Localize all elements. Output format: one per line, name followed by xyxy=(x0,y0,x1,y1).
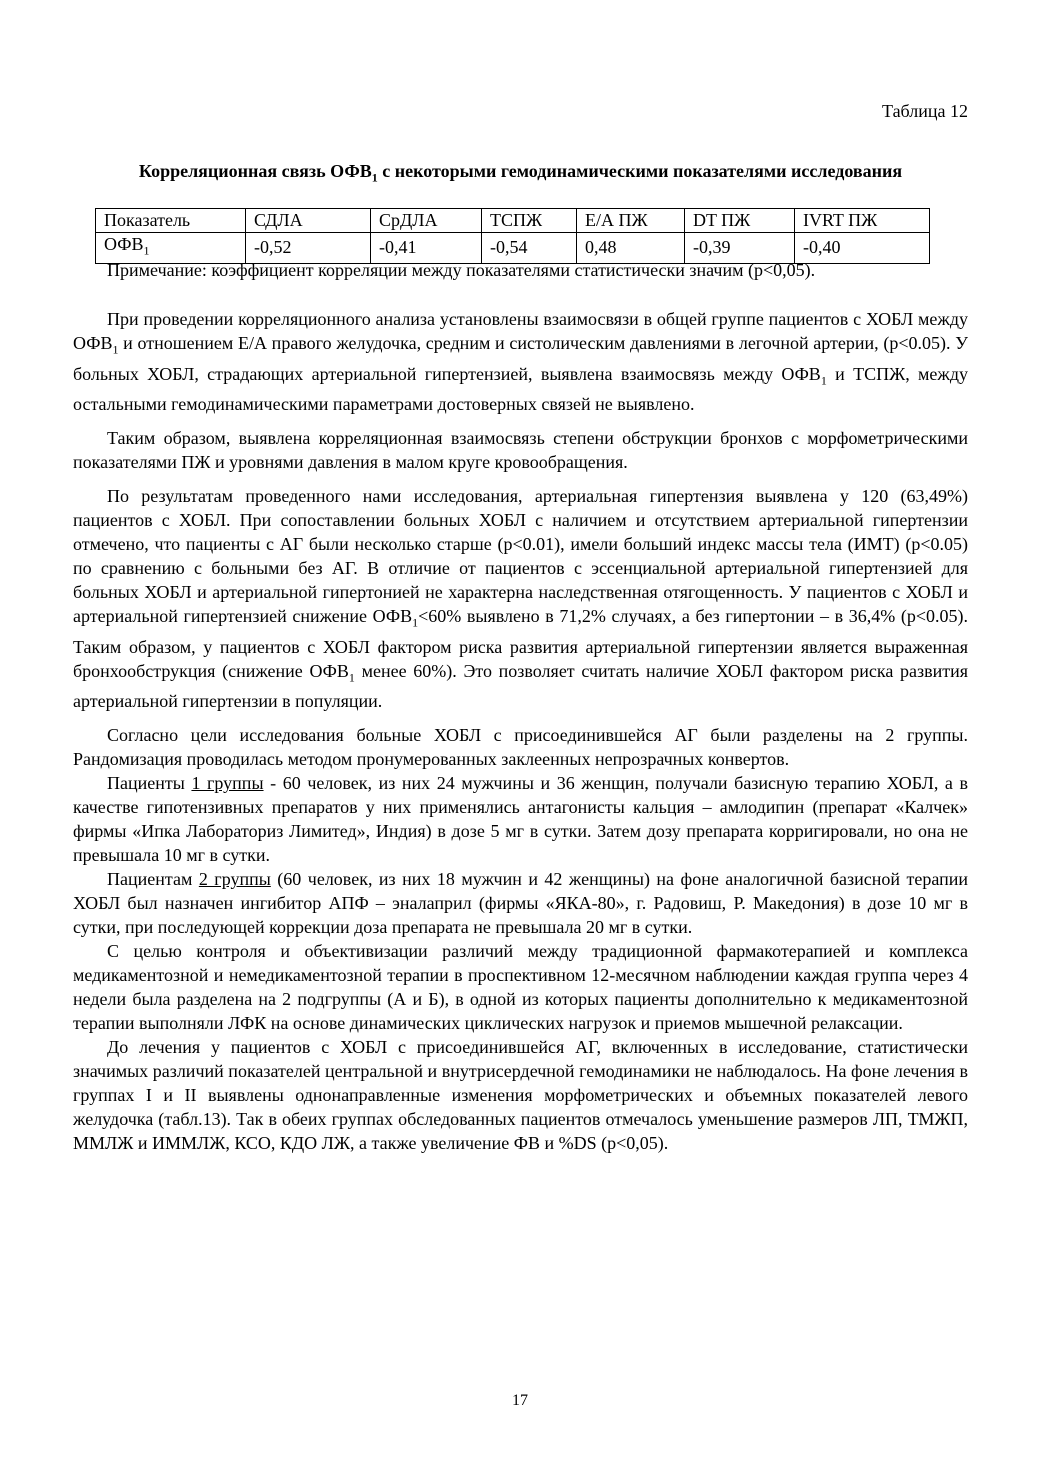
header-cell: Показатель xyxy=(96,209,246,233)
table-label: Таблица 12 xyxy=(882,101,968,121)
table-title-subscript: 1 xyxy=(371,170,378,185)
value-cell: -0,54 xyxy=(482,233,577,264)
paragraph-8: До лечения у пациентов с ХОБЛ с присоединившейся АГ, включенных в исследование, статистически значимых различий показателей центральной и внутрисердечной гемодинамики не наблюдалось. На фоне лечения в группах I и II выявлены однонаправленные изменения морфометрических и объемных показателей левого желудочка (табл.13). Так в обеих группах обследованных пациентов отмечалось уменьшение размеров ЛП, ТМЖП, ММЛЖ и ИММЛЖ, КСО, КДО ЛЖ, а также увеличение ФВ и %DS (р<0,05). xyxy=(73,1037,968,1154)
paragraph-2: Таким образом, выявлена корреляционная взаимосвязь степени обструкции бронхов с морфометрическими показателями ПЖ и уровнями давления в малом круге кровообращения. xyxy=(73,428,968,473)
value-cell: -0,41 xyxy=(371,233,482,264)
row-label-cell xyxy=(96,233,246,264)
text-span: и отношением Е/А правого желудочка, средним и систолическим давлениями в легочной артерии, (р<0.05). У больных ХОБЛ, страдающих артериальной гипертензией, выявлена взаимосвязь между ОФВ xyxy=(73,333,968,384)
text-span: При проведении корреляционного анализа установлены взаимосвязи в общей группе пациентов с ХОБЛ между ОФВ xyxy=(73,309,968,353)
row-label-subscript: 1 xyxy=(143,243,150,258)
text-span: По результатам проведенного нами исследования, артериальная гипертензия выявлена у 120 (63,49%) пациентов с ХОБЛ. При сопоставлении больных ХОБЛ с наличием и отсутствием артериальной гипертензии отмечено, что пациенты с АГ были несколько старше (р<0.01), имели больший индекс массы тела (ИМТ) (р<0.05) по сравнению с больными без АГ. В отличие от пациентов с эссенциальной артериальной гипертензией для больных ХОБЛ и артериальной гипертонией не характерна наследственная отягощенность. У пациентов с ХОБЛ и артериальной гипертензией снижение ОФВ xyxy=(73,486,968,627)
paragraph-6 xyxy=(73,867,968,939)
text-span: менее 60%). Это позволяет считать наличие ХОБЛ фактором риска развития артериальной гипертензии в популяции. xyxy=(73,660,969,712)
row-label: ОФВ xyxy=(104,234,144,254)
value-cell: -0,52 xyxy=(246,233,371,264)
value-cell: 0,48 xyxy=(577,233,685,264)
table-title xyxy=(73,161,968,189)
paragraph-7: С целью контроля и объективизации различий между традиционной фармакотерапией и комплекса медикаментозной и немедикаментозной терапии в проспективном 12-месячном наблюдении каждая группа через 4 недели была разделена на 2 подгруппы (А и Б), в одной из которых пациенты дополнительно к медикаментозной терапии выполняли ЛФК на основе динамических циклических нагрузок и приемов мышечной релаксации. xyxy=(73,941,968,1034)
paragraph-5 xyxy=(73,771,968,867)
table-row xyxy=(96,233,930,264)
text-span: Пациенты xyxy=(107,773,192,794)
value-cell: -0,40 xyxy=(795,233,930,264)
text-span: и ТСПЖ, между остальными гемодинамическими параметрами достоверных связей не выявлено. xyxy=(73,363,968,415)
header-cell: Е/А ПЖ xyxy=(577,209,685,233)
correlation-table xyxy=(95,208,930,264)
header-cell: СрДЛА xyxy=(371,209,482,233)
page-number: 17 xyxy=(512,1392,528,1409)
subscript: 1 xyxy=(820,373,827,388)
header-cell: DT ПЖ xyxy=(685,209,795,233)
value-cell: -0,39 xyxy=(685,233,795,264)
paragraph-1 xyxy=(73,307,968,416)
text-span: <60% выявлено в 71,2% случаях, а без гипертонии – в 36,4% (р<0.05). Таким образом, у пациентов с ХОБЛ фактором риска развития артериальной гипертензии является выраженная бронхообструкция (снижение ОФВ xyxy=(73,606,968,681)
text-span: (60 человек, из них 18 мужчин и 42 женщины) на фоне аналогичной базисной терапии ХОБЛ был назначен ингибитор АПФ – эналаприл (фирмы «ЯКА-80», г. Радовиш, Р. Македония) в дозе 10 мг в сутки, при последующей коррекции доза препарата не превышала 20 мг в сутки. xyxy=(73,869,968,938)
body-text xyxy=(73,307,968,1155)
subscript: 1 xyxy=(348,670,355,685)
subscript: 1 xyxy=(112,342,119,357)
table-note: Примечание: коэффициент корреляции между показателями статистически значим (р<0,05). xyxy=(107,260,816,280)
text-span: - 60 человек, из них 24 мужчины и 36 женщин, получали базисную терапию ХОБЛ, а в качестве гипотензивных препаратов у них применялись антагонисты кальция – амлодипин (препарат «Калчек» фирмы «Ипка Лабораториз Лимитед», Индия) в дозе 5 мг в сутки. Затем дозу препарата корригировали, но она не превышала 10 мг в сутки. xyxy=(73,773,968,866)
header-cell: СДЛА xyxy=(246,209,371,233)
underlined-text: 1 группы xyxy=(191,773,264,794)
table-header-row xyxy=(96,209,930,233)
paragraph-4: Согласно цели исследования больные ХОБЛ с присоединившейся АГ были разделены на 2 группы. Рандомизация проводилась методом пронумерованных заклеенных непрозрачных конвертов. xyxy=(73,725,968,770)
header-cell: ТСПЖ xyxy=(482,209,577,233)
header-cell: IVRT ПЖ xyxy=(795,209,930,233)
table-title-rest: с некоторыми гемодинамическими показателями исследования xyxy=(377,161,903,181)
table-title-main: Корреляционная связь ОФВ xyxy=(138,161,372,181)
subscript: 1 xyxy=(412,615,419,630)
text-span: Пациентам xyxy=(107,869,199,890)
underlined-text: 2 группы xyxy=(198,869,271,890)
paragraph-3 xyxy=(73,484,968,713)
